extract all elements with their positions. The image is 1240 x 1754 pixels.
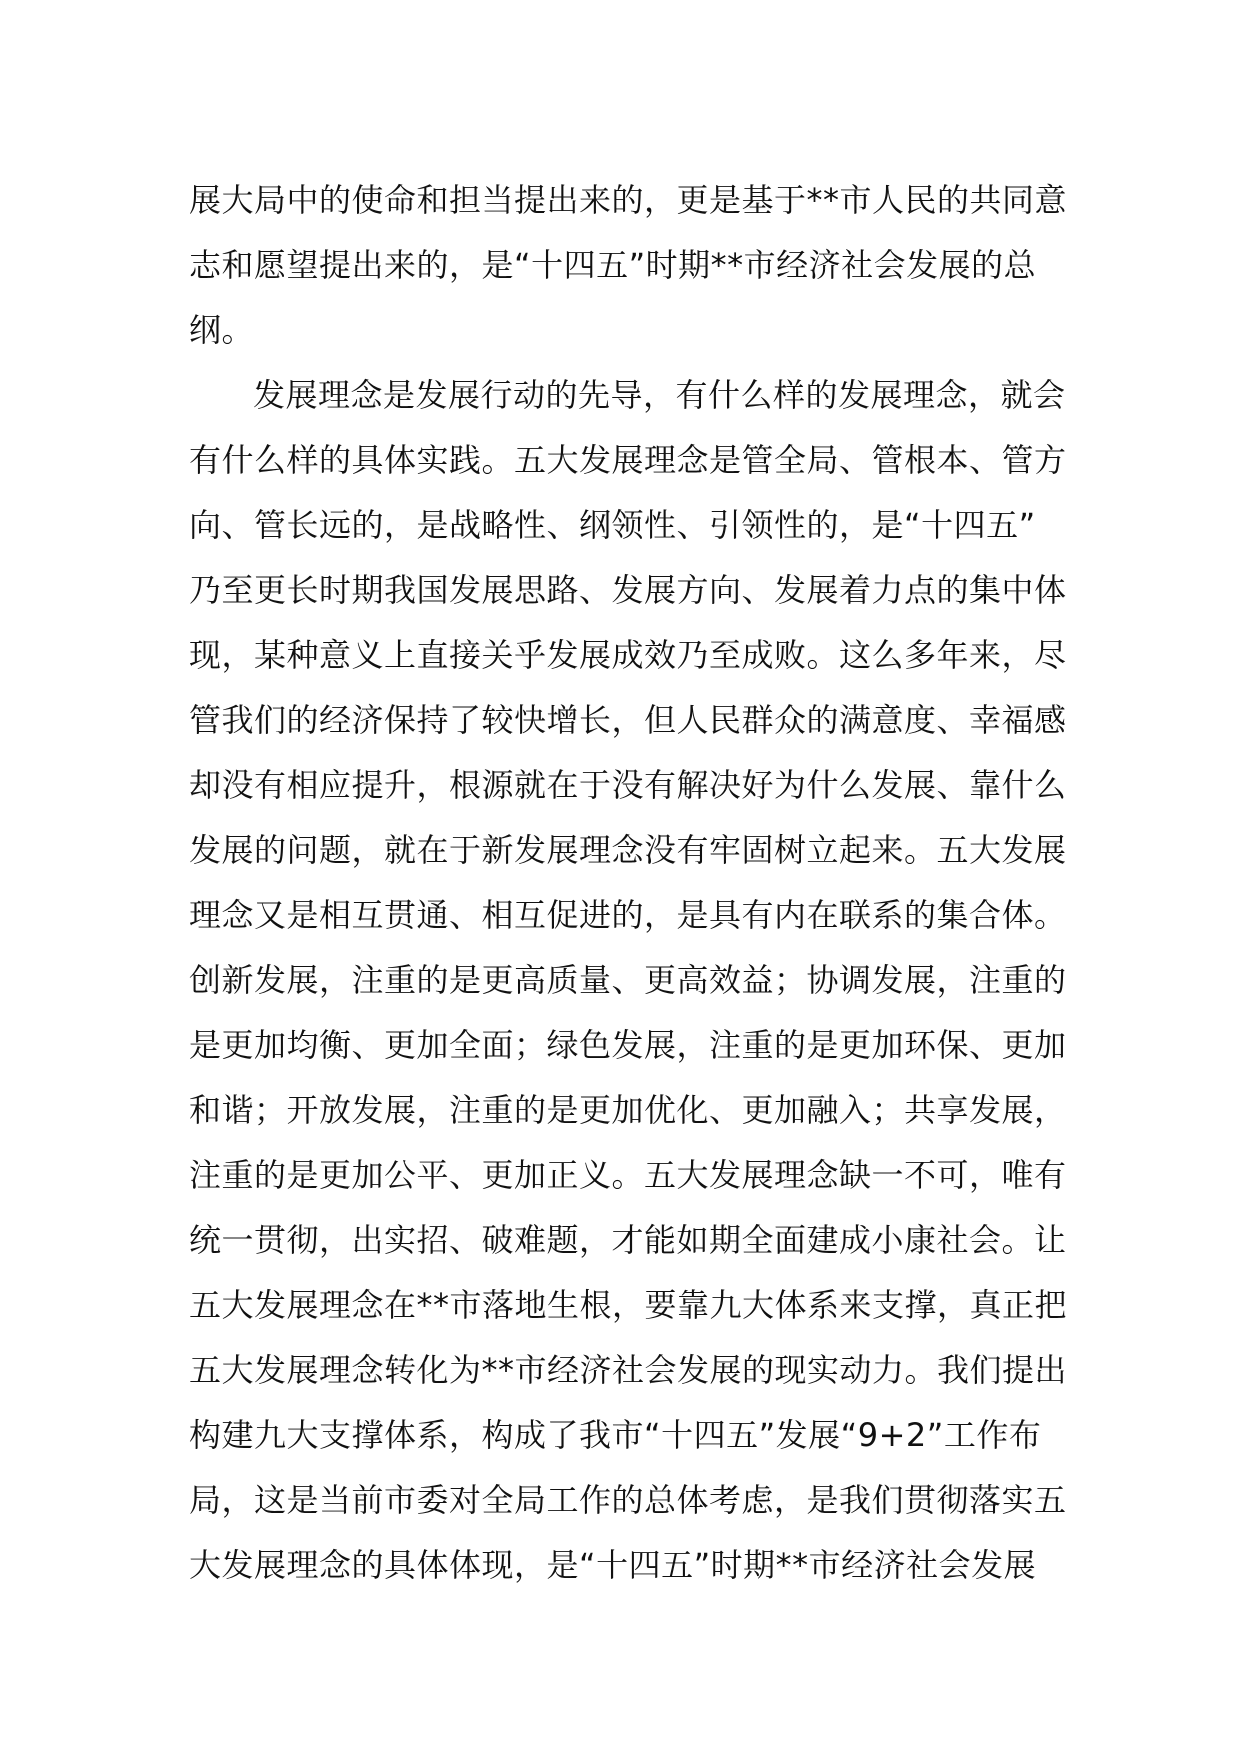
text-line: 发展的问题，就在于新发展理念没有牢固树立起来。五大发展 [189, 831, 1067, 869]
text-line: 有什么样的具体实践。五大发展理念是管全局、管根本、管方 [189, 441, 1067, 479]
text-line: 和谐；开放发展，注重的是更加优化、更加融入；共享发展， [189, 1091, 1067, 1129]
text-line: 展大局中的使命和担当提出来的，更是基于**市人民的共同意 [189, 181, 1068, 219]
text-line: 志和愿望提出来的，是“十四五”时期**市经济社会发展的总 [189, 246, 1037, 284]
text-line: 构建九大支撑体系，构成了我市“十四五”发展“9+2”工作布 [189, 1416, 1042, 1454]
text-line: 向、管长远的，是战略性、纲领性、引领性的，是“十四五” [189, 506, 1036, 544]
text-line: 理念又是相互贯通、相互促进的，是具有内在联系的集合体。 [189, 896, 1067, 934]
text-line: 现，某种意义上直接关乎发展成效乃至成败。这么多年来，尽 [189, 636, 1067, 674]
text-line: 管我们的经济保持了较快增长，但人民群众的满意度、幸福感 [189, 701, 1067, 739]
paragraph-first-line: 发展理念是发展行动的先导，有什么样的发展理念，就会 [253, 376, 1066, 414]
text-line: 却没有相应提升，根源就在于没有解决好为什么发展、靠什么 [189, 766, 1067, 804]
text-line: 五大发展理念在**市落地生根，要靠九大体系来支撑，真正把 [189, 1286, 1068, 1324]
text-line: 是更加均衡、更加全面；绿色发展，注重的是更加环保、更加 [189, 1026, 1067, 1064]
text-line: 大发展理念的具体体现，是“十四五”时期**市经济社会发展 [189, 1546, 1037, 1584]
text-line: 创新发展，注重的是更高质量、更高效益；协调发展，注重的 [189, 961, 1067, 999]
text-line: 乃至更长时期我国发展思路、发展方向、发展着力点的集中体 [189, 571, 1067, 609]
text-line: 注重的是更加公平、更加正义。五大发展理念缺一不可，唯有 [189, 1156, 1067, 1194]
text-line: 纲。 [189, 311, 255, 349]
text-line: 局，这是当前市委对全局工作的总体考虑，是我们贯彻落实五 [189, 1481, 1067, 1519]
text-line: 统一贯彻，出实招、破难题，才能如期全面建成小康社会。让 [189, 1221, 1067, 1259]
text-line: 五大发展理念转化为**市经济社会发展的现实动力。我们提出 [189, 1351, 1068, 1389]
body-text [189, 168, 1069, 1598]
